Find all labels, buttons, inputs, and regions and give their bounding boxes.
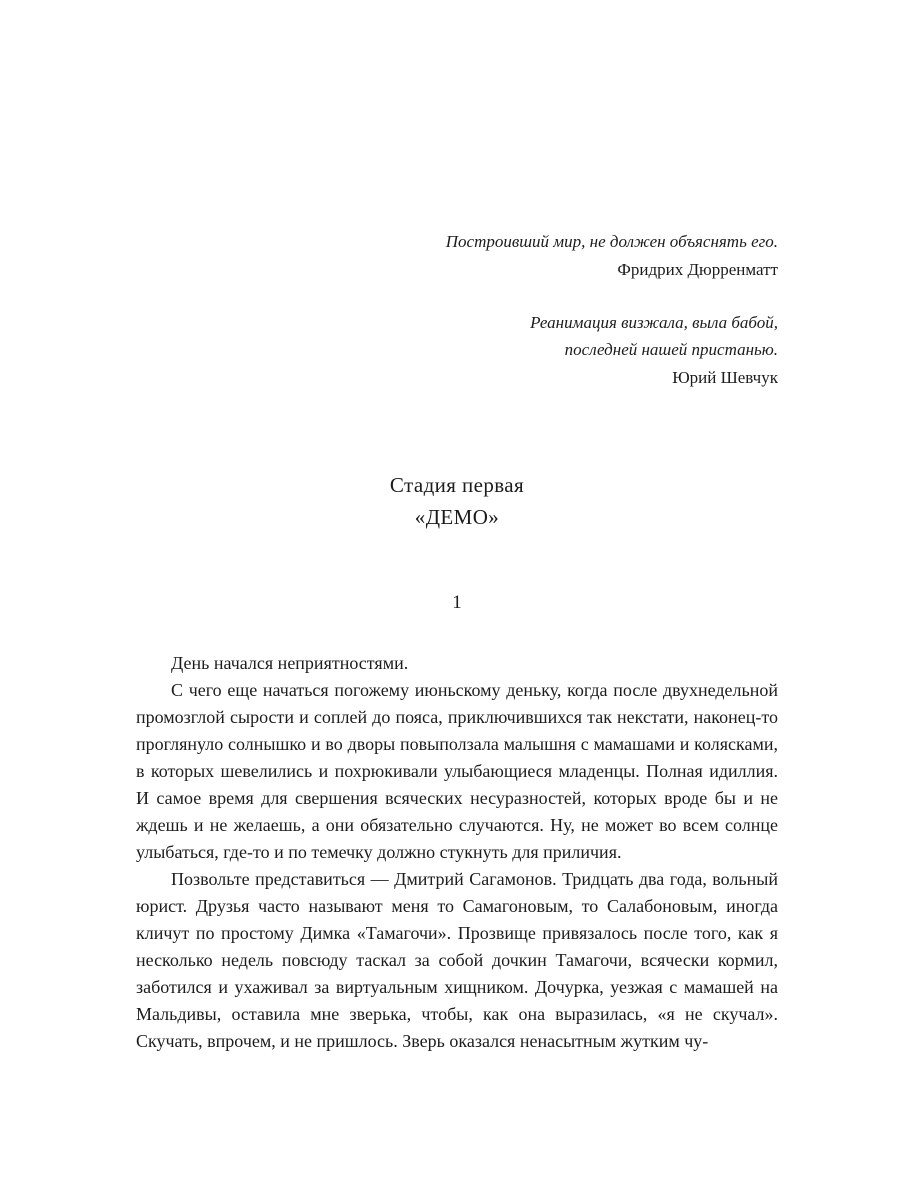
paragraph: С чего еще начаться погожему июньскому деньку, когда после двухнедельной промозглой сырости и соплей до пояса, приключившихся так некстати, наконец-то проглянуло солнышко и во дворы повыползала малышня с мамашами и колясками, в которых шевелились и похрюкивали улыбающиеся младенцы. Полная идиллия. И самое время для свершения всяческих несуразностей, которых вроде бы и не ждешь и не желаешь, а они обязательно случаются. Ну, не может во всем солнце улыбаться, где-то и по темечку должно стукнуть для приличия. [136,680,778,862]
paragraph: Позвольте представиться — Дмитрий Сагамонов. Тридцать два года, вольный юрист. Друзья часто называют меня то Самагоновым, то Салабоновым, иногда кличут по простому Димка «Тамагочи». Прозвище привязалось после того, как я несколько недель повсюду таскал за собой дочкин Тамагочи, всячески кормил, заботился и ухаживал за виртуальным хищником. Дочурка, уезжая с мамашей на Мальдивы, оставила мне зверька, чтобы, как она выразилась, «я не скучал». Скучать, впрочем, и не пришлось. Зверь оказался ненасытным жутким чу- [136,869,778,1051]
part-title [136,469,778,533]
chapter-number: 1 [452,592,462,613]
epigraph-1 [136,228,778,283]
epigraph-1-author: Фридрих Дюрренматт [617,260,778,279]
epigraph-2 [136,309,778,391]
body-text [136,650,778,1055]
part-title-line2: «ДЕМО» [414,505,500,529]
part-title-line1: Стадия первая [389,473,525,497]
epigraph-2-text-line1: Реанимация визжала, выла бабой, [530,313,778,332]
epigraph-2-author: Юрий Шевчук [672,368,778,387]
epigraph-section [136,228,778,391]
epigraph-1-text: Построивший мир, не должен объяснять его. [445,232,778,251]
paragraph: День начался неприятностями. [171,653,409,673]
epigraph-2-text-line2: последней нашей пристанью. [564,340,778,359]
